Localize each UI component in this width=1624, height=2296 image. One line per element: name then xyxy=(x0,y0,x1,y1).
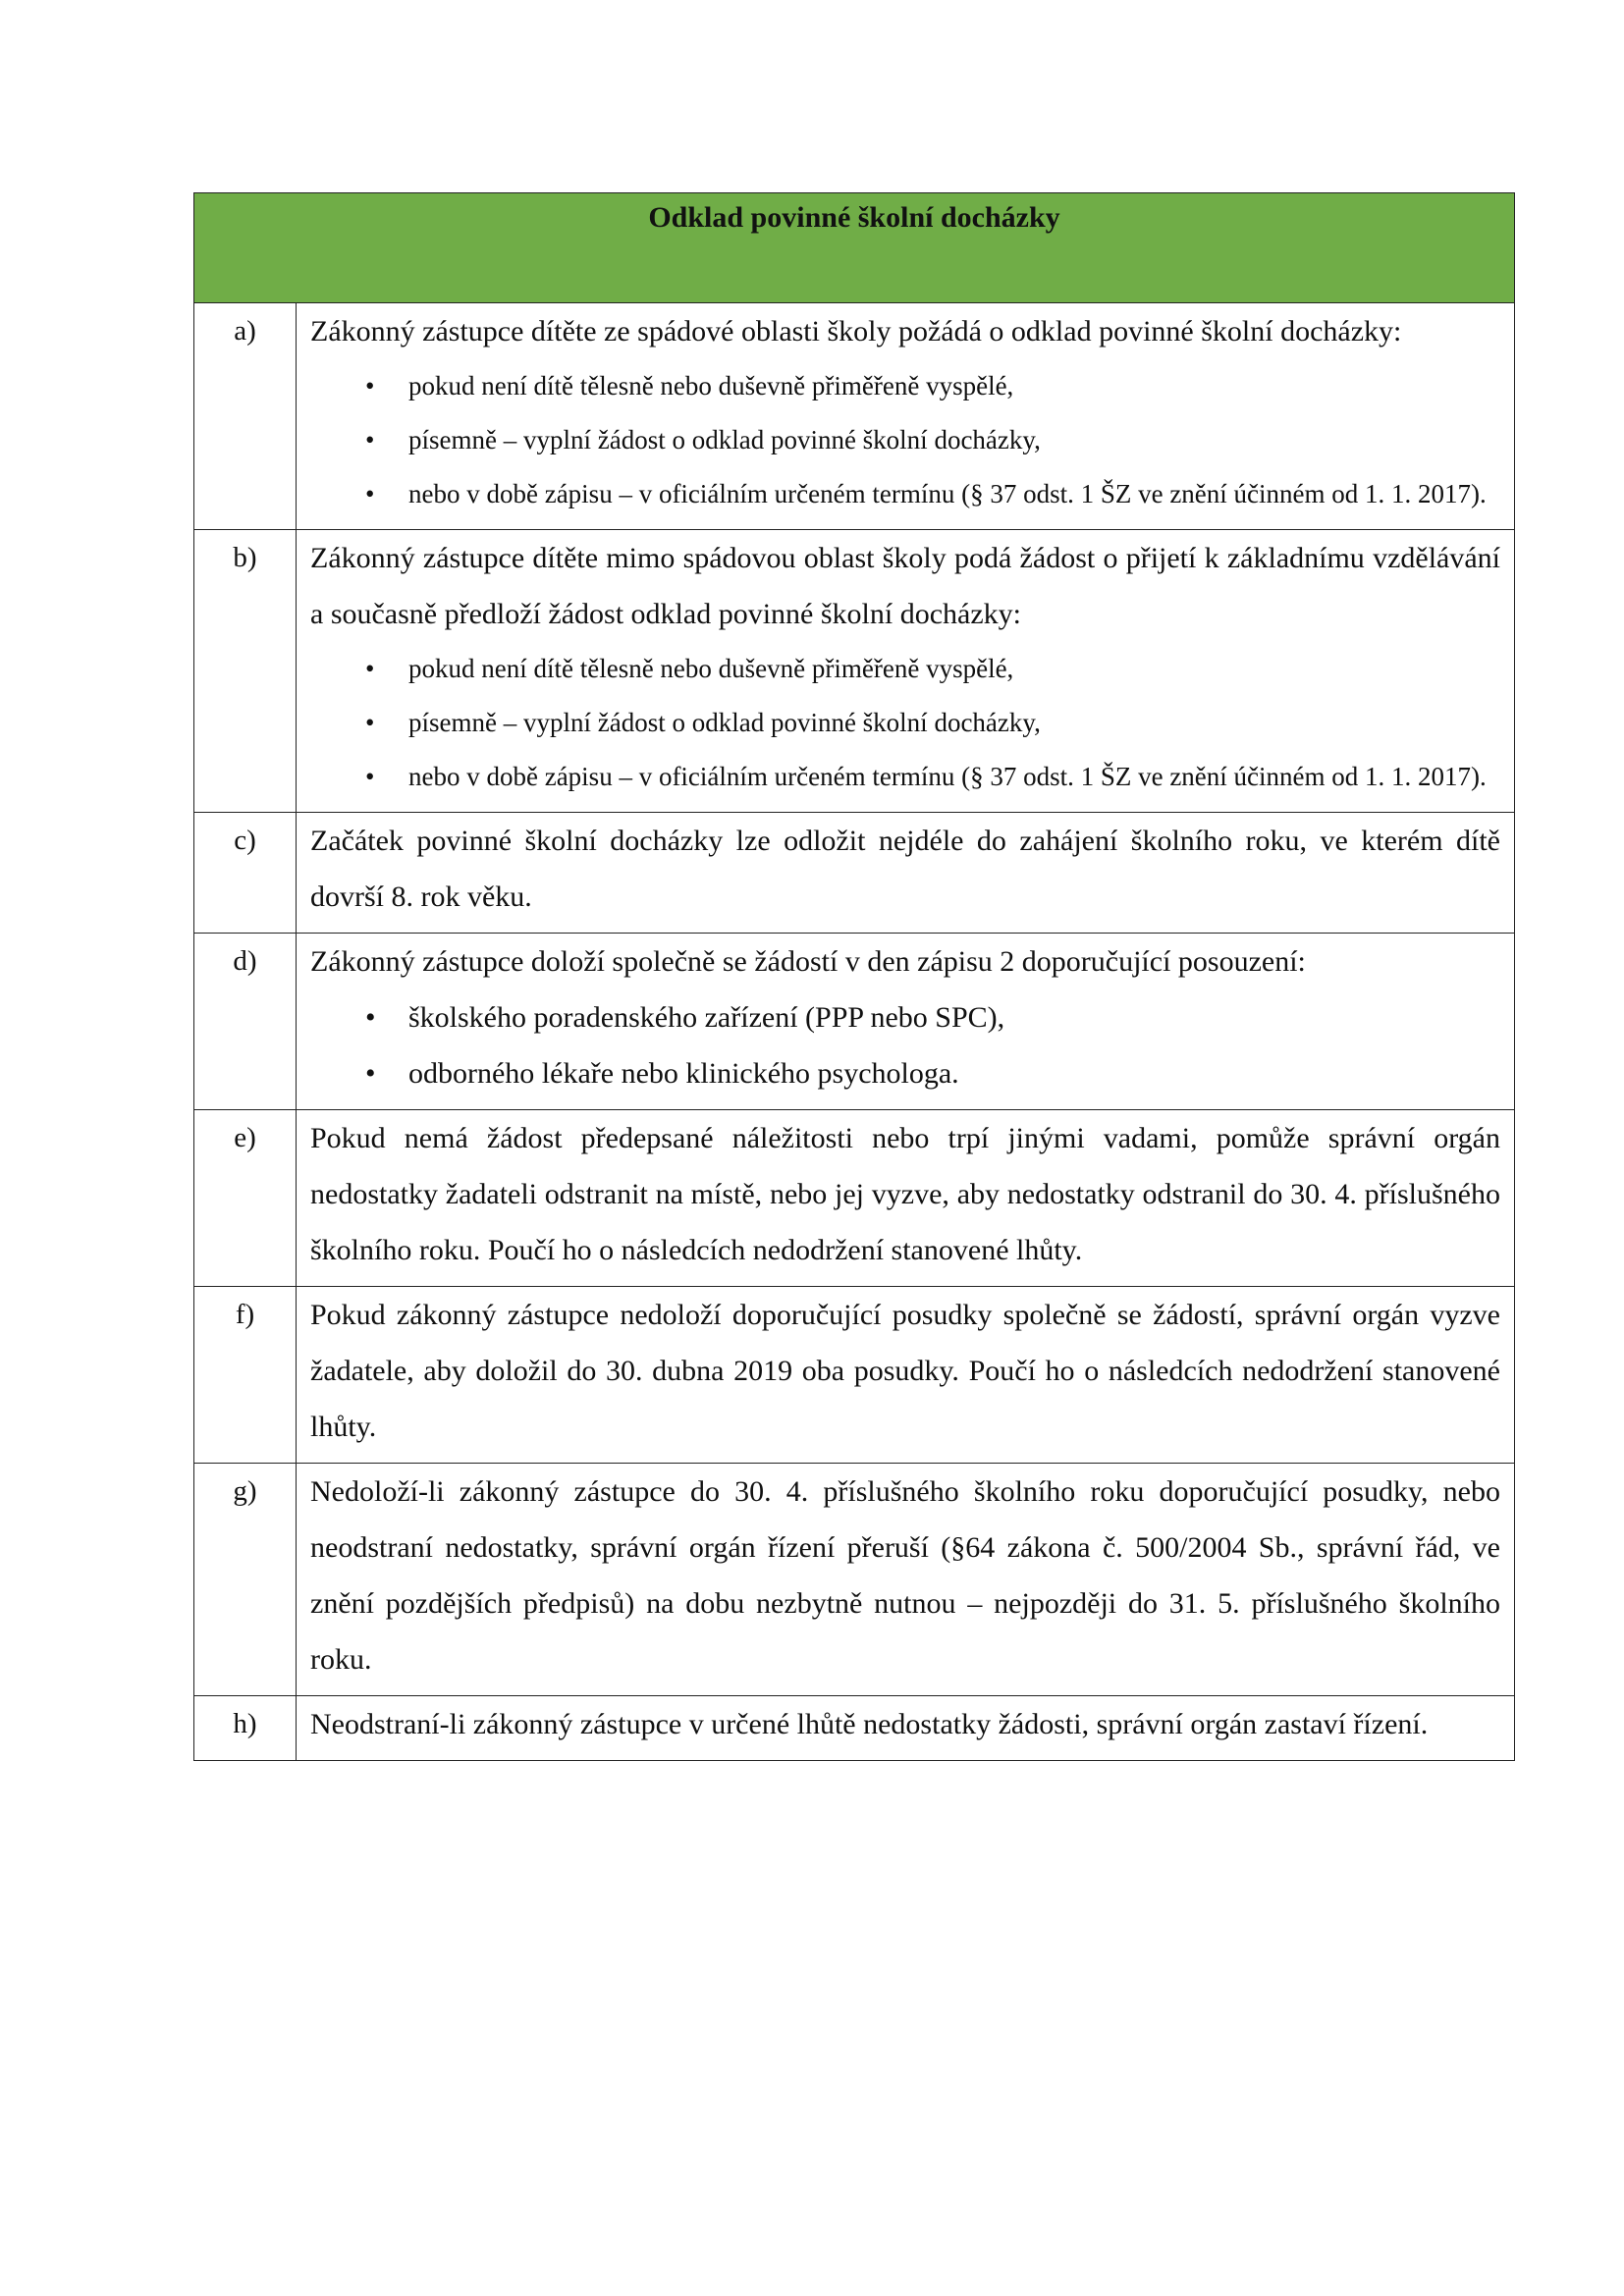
table-row xyxy=(194,1110,1515,1287)
bullet-text: odborného lékaře nebo klinického psychologa. xyxy=(408,1057,959,1090)
row-letter: c) xyxy=(194,813,297,934)
bullet-icon: • xyxy=(365,1057,376,1090)
bullet-item xyxy=(365,750,1500,804)
row-content xyxy=(297,934,1515,1110)
table-title: Odklad povinné školní docházky xyxy=(648,201,1060,234)
table-row xyxy=(194,1696,1515,1761)
bullet-item xyxy=(365,413,1500,467)
row-content xyxy=(297,530,1515,813)
bullet-icon: • xyxy=(365,371,375,400)
bullet-item xyxy=(365,359,1500,413)
bullet-icon: • xyxy=(365,425,375,454)
row-text: Neodstraní-li zákonný zástupce v určené lhůtě nedostatky žádosti, správní orgán zastaví řízení. xyxy=(310,1708,1429,1740)
table-row xyxy=(194,934,1515,1110)
bullet-item xyxy=(365,642,1500,696)
bullet-text: nebo v době zápisu – v oficiálním určeném termínu (§ 37 odst. 1 ŠZ ve znění účinném od 1. 1. 2017). xyxy=(408,762,1487,791)
table-body xyxy=(194,303,1515,1761)
table-row xyxy=(194,303,1515,530)
bullet-text: nebo v době zápisu – v oficiálním určeném termínu (§ 37 odst. 1 ŠZ ve znění účinném od 1. 1. 2017). xyxy=(408,479,1487,508)
postponement-table xyxy=(193,192,1515,1761)
table-header-row xyxy=(194,193,1515,303)
table-row xyxy=(194,1464,1515,1696)
bullet-icon: • xyxy=(365,1001,376,1034)
row-content xyxy=(297,813,1515,934)
row-text: Zákonný zástupce dítěte mimo spádovou oblast školy podá žádost o přijetí k základnímu vzdělávání a současně předloží žádost odklad povinné školní docházky: xyxy=(310,542,1500,630)
bullet-icon: • xyxy=(365,654,375,683)
bullet-list xyxy=(310,989,1500,1101)
row-letter: a) xyxy=(194,303,297,530)
bullet-item xyxy=(365,1045,1500,1101)
row-letter: f) xyxy=(194,1287,297,1464)
row-content xyxy=(297,1110,1515,1287)
bullet-icon: • xyxy=(365,479,375,508)
bullet-text: pokud není dítě tělesně nebo duševně přiměřeně vyspělé, xyxy=(408,371,1014,400)
bullet-item xyxy=(365,467,1500,521)
table-row xyxy=(194,530,1515,813)
bullet-text: pokud není dítě tělesně nebo duševně přiměřeně vyspělé, xyxy=(408,654,1014,683)
bullet-list xyxy=(310,642,1500,804)
bullet-text: písemně – vyplní žádost o odklad povinné školní docházky, xyxy=(408,425,1041,454)
bullet-icon: • xyxy=(365,762,375,791)
bullet-text: školského poradenského zařízení (PPP nebo SPC), xyxy=(408,1001,1005,1034)
row-text: Zákonný zástupce doloží společně se žádostí v den zápisu 2 doporučující posouzení: xyxy=(310,945,1306,978)
row-text: Pokud nemá žádost předepsané náležitosti nebo trpí jinými vadami, pomůže správní orgán nedostatky žadateli odstranit na místě, nebo jej vyzve, aby nedostatky odstranil do 30. 4. příslušného školního roku. Poučí ho o následcích nedodržení stanovené lhůty. xyxy=(310,1122,1500,1266)
row-text: Začátek povinné školní docházky lze odložit nejdéle do zahájení školního roku, ve kterém dítě dovrší 8. rok věku. xyxy=(310,825,1500,913)
row-letter: d) xyxy=(194,934,297,1110)
bullet-item xyxy=(365,696,1500,750)
bullet-list xyxy=(310,359,1500,521)
row-content xyxy=(297,303,1515,530)
row-content xyxy=(297,1696,1515,1761)
row-text: Nedoloží-li zákonný zástupce do 30. 4. příslušného školního roku doporučující posudky, nebo neodstraní nedostatky, správní orgán řízení přeruší (§64 zákona č. 500/2004 Sb., správní řád, ve znění pozdějších předpisů) na dobu nezbytně nutnou – nejpozději do 31. 5. příslušného školního roku. xyxy=(310,1475,1500,1676)
row-text: Pokud zákonný zástupce nedoloží doporučující posudky společně se žádostí, správní orgán vyzve žadatele, aby doložil do 30. dubna 2019 oba posudky. Poučí ho o následcích nedodržení stanovené lhůty. xyxy=(310,1299,1500,1443)
bullet-icon: • xyxy=(365,708,375,737)
row-content xyxy=(297,1464,1515,1696)
row-letter: g) xyxy=(194,1464,297,1696)
bullet-text: písemně – vyplní žádost o odklad povinné školní docházky, xyxy=(408,708,1041,737)
bullet-item xyxy=(365,989,1500,1045)
row-letter: e) xyxy=(194,1110,297,1287)
row-letter: h) xyxy=(194,1696,297,1761)
row-content xyxy=(297,1287,1515,1464)
table-title-cell xyxy=(194,193,1515,303)
table-row xyxy=(194,813,1515,934)
row-text: Zákonný zástupce dítěte ze spádové oblasti školy požádá o odklad povinné školní docházky: xyxy=(310,315,1402,347)
table-row xyxy=(194,1287,1515,1464)
row-letter: b) xyxy=(194,530,297,813)
